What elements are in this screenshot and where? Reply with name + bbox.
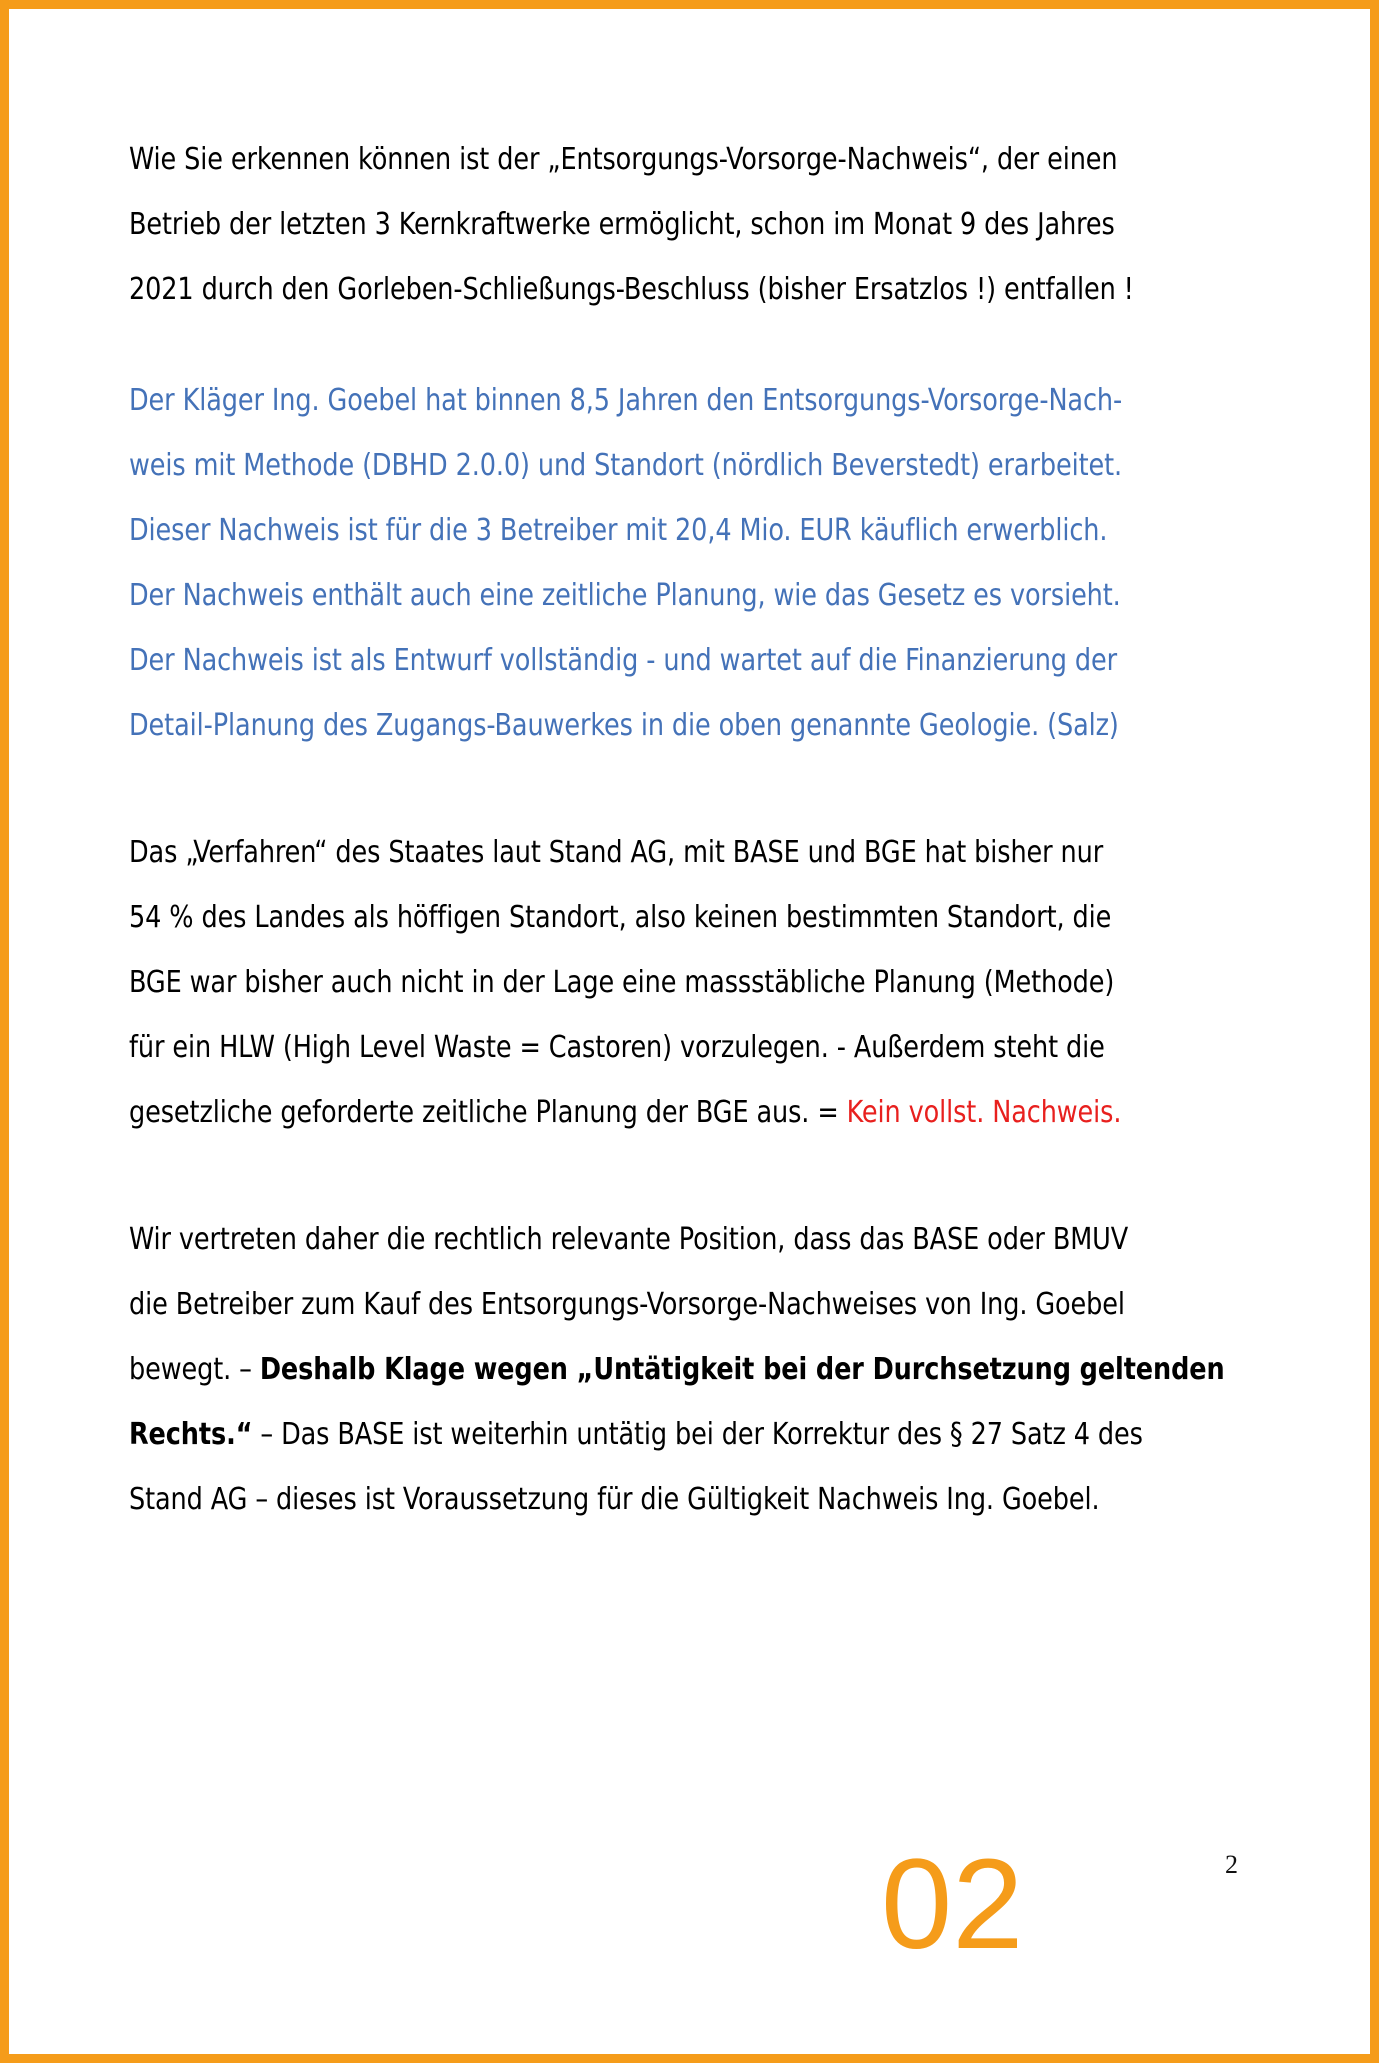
intro-line-1: Wie Sie erkennen können ist der „Entsorgungs-Vorsorge-Nachweis“, der einen xyxy=(129,142,1118,177)
page-sheet xyxy=(9,9,1370,2054)
verfahren-line-2: 54 % des Landes als höffigen Standort, also keinen bestimmten Standort, die xyxy=(129,900,1112,935)
position-line-1: Wir vertreten daher die rechtlich relevante Position, dass das BASE oder BMUV xyxy=(129,1222,1129,1257)
blue-line-3: Dieser Nachweis ist für die 3 Betreiber mit 20,4 Mio. EUR käuflich erwerblich. xyxy=(129,513,1108,548)
intro-line-3: 2021 durch den Gorleben-Schließungs-Beschluss (bisher Ersatzlos !) entfallen ! xyxy=(129,272,1134,307)
blue-line-6: Detail-Planung des Zugangs-Bauwerkes in die oben genannte Geologie. (Salz) xyxy=(129,708,1119,743)
position-line-3-plain: bewegt. – xyxy=(129,1352,260,1387)
verfahren-line-5-red-emphasis: Kein vollst. Nachweis. xyxy=(846,1095,1122,1130)
verfahren-line-3: BGE war bisher auch nicht in der Lage eine massstäbliche Planung (Methode) xyxy=(129,965,1115,1000)
verfahren-line-1: Das „Verfahren“ des Staates laut Stand AG, mit BASE und BGE hat bisher nur xyxy=(129,835,1104,870)
intro-line-2: Betrieb der letzten 3 Kernkraftwerke ermöglicht, schon im Monat 9 des Jahres xyxy=(129,207,1115,242)
position-line-5: Stand AG – dieses ist Voraussetzung für die Gültigkeit Nachweis Ing. Goebel. xyxy=(129,1482,1100,1517)
blue-line-4: Der Nachweis enthält auch eine zeitliche Planung, wie das Gesetz es vorsieht. xyxy=(129,578,1121,613)
position-line-2: die Betreiber zum Kauf des Entsorgungs-Vorsorge-Nachweises von Ing. Goebel xyxy=(129,1287,1125,1322)
footer-big-number: 02 xyxy=(881,1833,1024,1976)
position-line-3-bold: Deshalb Klage wegen „Untätigkeit bei der Durchsetzung geltenden xyxy=(259,1352,1225,1387)
position-line-3 xyxy=(129,1337,1225,1402)
document-body xyxy=(129,127,1229,1532)
position-line-4 xyxy=(129,1402,1152,1467)
position-line-4-plain: – Das BASE ist weiterhin untätig bei der Korrektur des § 27 Satz 4 des xyxy=(252,1417,1143,1452)
verfahren-line-5-black: gesetzliche geforderte zeitliche Planung der BGE aus. = xyxy=(129,1095,847,1130)
verfahren-line-5 xyxy=(129,1080,1152,1145)
blue-line-5: Der Nachweis ist als Entwurf vollständig - und wartet auf die Finanzierung der xyxy=(129,643,1118,678)
blue-line-1: Der Kläger Ing. Goebel hat binnen 8,5 Jahren den Entsorgungs-Vorsorge-Nach- xyxy=(129,383,1123,418)
verfahren-line-4: für ein HLW (High Level Waste = Castoren) vorzulegen. - Außerdem steht die xyxy=(129,1030,1105,1065)
blue-line-2: weis mit Methode (DBHD 2.0.0) und Standort (nördlich Beverstedt) erarbeitet. xyxy=(129,448,1123,483)
position-line-4-bold: Rechts.“ xyxy=(129,1417,253,1452)
page-number: 2 xyxy=(1225,1850,1238,1879)
